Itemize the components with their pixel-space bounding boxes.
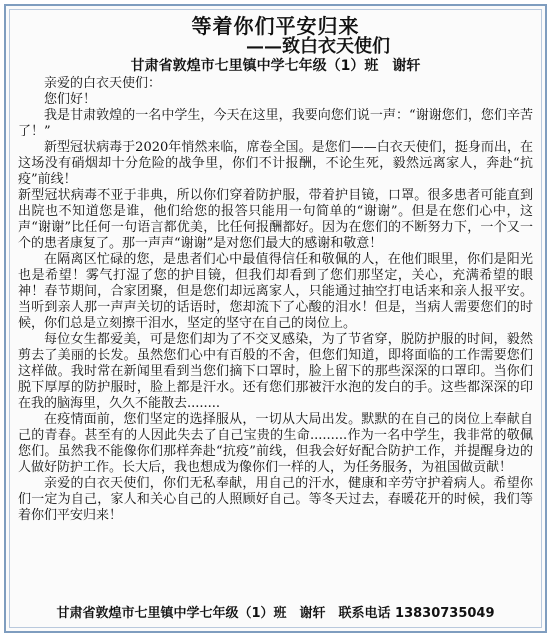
paragraph-7: 亲爱的白衣天使们，你们无私奉献，用自己的汗水，健康和辛劳守护着病人。希望你们一定为自己，家人和关心自己的人照顾好自己。等冬天过去，春暖花开的时候，我们等着你们平安归来！ <box>18 476 533 523</box>
paragraph-6: 在疫情面前，您们坚定的选择服从，一切从大局出发。默默的在自己的岗位上奉献自己的青春。甚至有的人因此失去了自己宝贵的生命.........作为一名中学生，我非常的敬佩您们。虽然我不能像你们那样奔赴“抗疫”前线，但我会好好配合防护工作，并提醒身边的人做好防护工作。长大后，我也想成为像你们一样的人，为任务服务，为祖国做贡献！ <box>18 412 533 475</box>
salutation: 亲爱的白衣天使们： <box>44 76 162 91</box>
main-title: 等着你们平安归来 <box>191 14 360 38</box>
document-frame <box>4 4 547 633</box>
footer-signature: 甘肃省敦煌市七里镇中学七年级（1）班 谢轩 联系电话 13830735049 <box>56 606 495 621</box>
paragraph-4: 在隔离区忙碌的您，是患者们心中最值得信任和敬佩的人，在他们眼里，你们是阳光也是希望！雾气打湿了您的护目镜，但我们却看到了您们那坚定，关心，充满希望的眼神！春节期间，合家团聚，但是您们却远离家人，只能通过抽空打电话来和亲人报平安。当听到亲人那一声声关切的话语时，您却流下了心酸的泪水！但是，当病人需要您们的时候，你们总是立刻擦干泪水，坚定的坚守在自己的岗位上。 <box>18 252 533 331</box>
paragraph-1: 我是甘肃敦煌的一名中学生，今天在这里，我要向您们说一声：“谢谢您们，您们辛苦了！” <box>18 108 533 139</box>
greeting: 您们好！ <box>44 92 97 107</box>
letter-body <box>18 76 533 524</box>
paragraph-3: 新型冠状病毒不亚于非典，所以你们穿着防护服，带着护目镜，口罩。很多患者可能直到出院也不知道您是谁，他们给您的报答只能用一句简单的“谢谢”。但是在您们心中，这声“谢谢”比任何一句语言都优美，比任何报酬都好。因为在您们的不断努力下，一个又一个的患者康复了。那一声声“谢谢”是对您们最大的感谢和敬意！ <box>18 188 533 251</box>
sub-title: ——致白衣天使们 <box>246 36 390 57</box>
paragraph-2: 新型冠状病毒于2020年悄然来临，席卷全国。是您们——白衣天使们，挺身而出，在这场没有硝烟却十分危险的战争里，你们不计报酬，不论生死，毅然远离家人，奔赴“抗疫”前线！ <box>18 140 533 187</box>
author-byline: 甘肃省敦煌市七里镇中学七年级（1）班 谢轩 <box>130 58 421 74</box>
paragraph-5: 每位女生都爱美，可是您们却为了不交叉感染，为了节省穿，脱防护服的时间，毅然剪去了美丽的长发。虽然您们心中有百般的不舍，但您们知道，即将面临的工作需要您们这样做。我时常在新闻里看到当您们摘下口罩时，脸上留下的那些深深的口罩印。当你们脱下厚厚的防护服时，脸上都是汗水。还有您们那被汗水泡的发白的手。这些都深深的印在我的脑海里，久久不能散去........ <box>18 332 533 411</box>
